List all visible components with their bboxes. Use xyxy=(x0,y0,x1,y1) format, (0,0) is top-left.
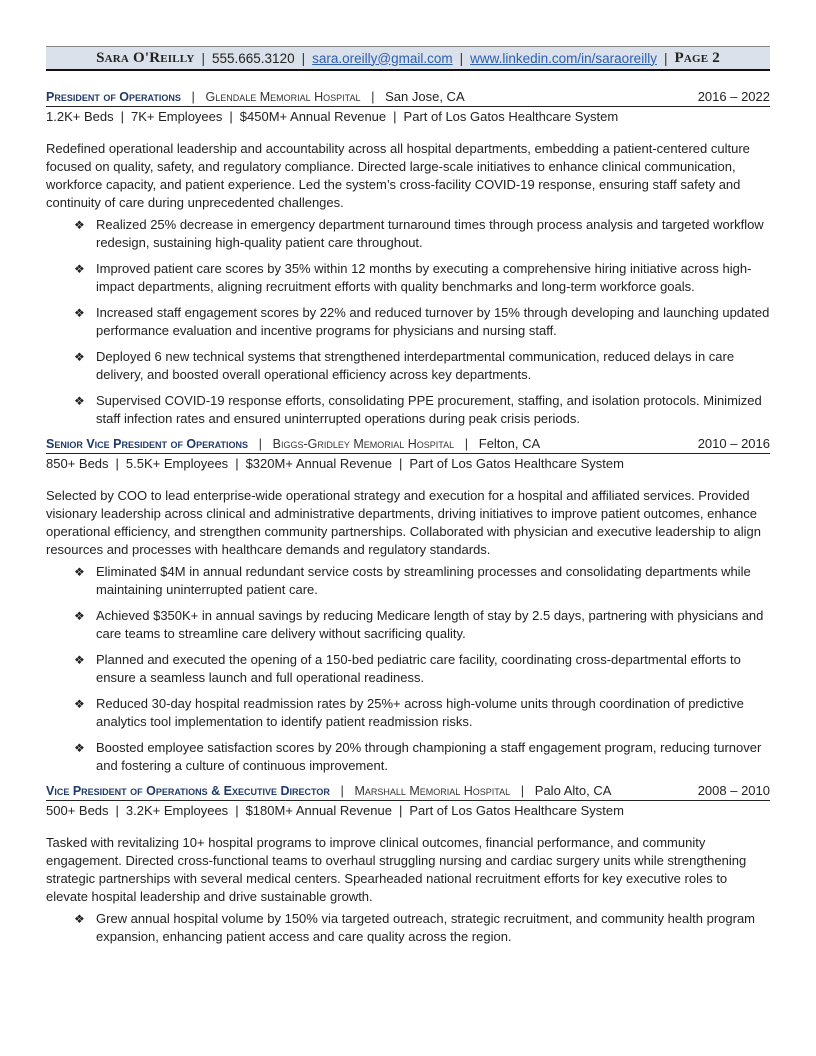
diamond-bullet-icon: ❖ xyxy=(74,350,85,364)
stat-revenue: $450M+ Annual Revenue xyxy=(239,109,387,124)
separator: | xyxy=(191,89,195,104)
diamond-bullet-icon: ❖ xyxy=(74,218,85,232)
separator: | xyxy=(371,89,375,104)
separator: | xyxy=(229,109,233,124)
job-title-row xyxy=(46,783,770,801)
job-dates: 2016 – 2022 xyxy=(697,89,770,104)
achievement-item xyxy=(74,304,770,340)
diamond-bullet-icon: ❖ xyxy=(74,394,85,408)
job-summary: Selected by COO to lead enterprise-wide operational strategy and execution for a hospital and affiliated services. Provided visionary leadership across clinical and administrative departments, driving initiatives to improve patient outcomes, enhance operational efficiency, and strengthen community partnerships. Collaborated with physician and executive leadership to align resources and processes with healthcare demands and regulatory standards. xyxy=(46,488,761,557)
job-entry xyxy=(46,89,770,428)
stat-employees: 7K+ Employees xyxy=(130,109,223,124)
separator: | xyxy=(235,456,239,471)
achievement-item xyxy=(74,563,770,599)
achievement-item xyxy=(74,739,770,775)
contact-header xyxy=(46,46,770,71)
job-role: Senior Vice President of Operations xyxy=(46,437,248,451)
diamond-bullet-icon: ❖ xyxy=(74,609,85,623)
job-entry xyxy=(46,436,770,775)
job-summary: Redefined operational leadership and accountability across all hospital departments, embedding a patient-centered culture focused on quality, safety, and regulatory compliance. Directed large-scale initiatives to enhance clinical communication, workforce capacity, and patient experience. Led the system’s cross-facility COVID-19 response, ensuring staff safety and continuity of care during unprecedented challenges. xyxy=(46,141,750,210)
job-stats xyxy=(46,801,770,818)
achievement-item xyxy=(74,260,770,296)
job-organization: Biggs-Gridley Memorial Hospital xyxy=(272,437,455,451)
achievement-text: Boosted employee satisfaction scores by 20% through championing a staff engagement program, reducing turnover and fostering a culture of continuous improvement. xyxy=(96,740,762,773)
job-stats xyxy=(46,454,770,471)
job-dates: 2008 – 2010 xyxy=(697,783,770,798)
achievement-list xyxy=(46,910,770,946)
separator: | xyxy=(235,803,239,818)
diamond-bullet-icon: ❖ xyxy=(74,306,85,320)
diamond-bullet-icon: ❖ xyxy=(74,565,85,579)
stat-revenue: $180M+ Annual Revenue xyxy=(245,803,392,818)
achievement-list xyxy=(46,563,770,775)
achievement-text: Realized 25% decrease in emergency department turnaround times through process analysis and targeted workflow redesign, sustaining high-quality patient care throughout. xyxy=(96,217,764,250)
resume-page xyxy=(46,46,770,954)
email-link[interactable]: sara.oreilly@gmail.com xyxy=(312,50,453,66)
phone-number: 555.665.3120 xyxy=(212,50,295,66)
job-dates: 2010 – 2016 xyxy=(697,436,770,451)
job-role: Vice President of Operations & Executive Director xyxy=(46,784,330,798)
job-location: Palo Alto, CA xyxy=(534,783,612,798)
achievement-item xyxy=(74,695,770,731)
job-location: Felton, CA xyxy=(478,436,541,451)
stat-beds: 500+ Beds xyxy=(46,803,109,818)
diamond-bullet-icon: ❖ xyxy=(74,741,85,755)
job-summary: Tasked with revitalizing 10+ hospital programs to improve clinical outcomes, financial performance, and community engagement. Directed cross-functional teams to overhaul struggling nursing and cardiac surgery units while strengthening strategic partnerships with several medical centers. Spearheaded national recruitment efforts for key executive roles to elevate hospital leadership and drive sustainable growth. xyxy=(46,835,747,904)
separator: | xyxy=(340,783,344,798)
achievement-text: Achieved $350K+ in annual savings by reducing Medicare length of stay by 2.5 days, partnering with physicians and care teams to streamline care delivery without sacrificing quality. xyxy=(96,608,764,641)
job-location: San Jose, CA xyxy=(385,89,465,104)
achievement-text: Planned and executed the opening of a 150-bed pediatric care facility, coordinating cross-departmental efforts to ensure a seamless launch and full operational readiness. xyxy=(96,652,741,685)
diamond-bullet-icon: ❖ xyxy=(74,912,85,926)
achievement-item xyxy=(74,348,770,384)
job-stats xyxy=(46,107,770,124)
linkedin-link[interactable]: www.linkedin.com/in/saraoreilly xyxy=(470,50,657,66)
achievement-text: Supervised COVID-19 response efforts, consolidating PPE procurement, staffing, and isolation protocols. Minimized staff infection rates and ensured uninterrupted operations during peak crisis periods. xyxy=(96,393,762,426)
stat-employees: 5.5K+ Employees xyxy=(125,456,229,471)
stat-system: Part of Los Gatos Healthcare System xyxy=(409,803,624,818)
separator: | xyxy=(115,456,119,471)
achievement-text: Reduced 30-day hospital readmission rates by 25%+ across high-volume units through coordination of predictive analytics tool implementation to identify patient readmission risks. xyxy=(96,696,744,729)
job-title-row xyxy=(46,436,770,454)
achievement-item xyxy=(74,392,770,428)
achievement-text: Deployed 6 new technical systems that strengthened interdepartmental communication, reduced delays in care delivery, and boosted overall operational efficiency across key departments. xyxy=(96,349,735,382)
separator: | xyxy=(258,436,262,451)
achievement-list xyxy=(46,216,770,428)
stat-system: Part of Los Gatos Healthcare System xyxy=(409,456,624,471)
separator: | xyxy=(120,109,124,124)
separator: | xyxy=(201,50,205,66)
separator: | xyxy=(663,50,668,66)
achievement-item xyxy=(74,607,770,643)
separator: | xyxy=(301,50,306,66)
diamond-bullet-icon: ❖ xyxy=(74,653,85,667)
achievement-text: Increased staff engagement scores by 22% and reduced turnover by 15% through developing and launching updated performance evaluation and incentive programs for physicians and nursing staff. xyxy=(96,305,770,338)
stat-system: Part of Los Gatos Healthcare System xyxy=(403,109,619,124)
stat-employees: 3.2K+ Employees xyxy=(125,803,229,818)
separator: | xyxy=(393,109,397,124)
achievement-text: Improved patient care scores by 35% within 12 months by executing a comprehensive hiring initiative across high-impact departments, aligning recruitment efforts with quality benchmarks and long-term workforce goals. xyxy=(96,261,752,294)
stat-revenue: $320M+ Annual Revenue xyxy=(245,456,392,471)
separator: | xyxy=(398,456,403,471)
achievement-item xyxy=(74,216,770,252)
separator: | xyxy=(115,803,119,818)
separator: | xyxy=(464,436,469,451)
job-role: President of Operations xyxy=(46,90,181,104)
separator: | xyxy=(520,783,525,798)
job-organization: Glendale Memorial Hospital xyxy=(205,90,361,104)
diamond-bullet-icon: ❖ xyxy=(74,262,85,276)
job-entry xyxy=(46,783,770,946)
separator: | xyxy=(398,803,403,818)
achievement-item xyxy=(74,651,770,687)
candidate-name: Sara O'Reilly xyxy=(96,49,195,66)
job-organization: Marshall Memorial Hospital xyxy=(354,784,511,798)
stat-beds: 850+ Beds xyxy=(46,456,109,471)
separator: | xyxy=(459,50,464,66)
diamond-bullet-icon: ❖ xyxy=(74,697,85,711)
job-title-row xyxy=(46,89,770,107)
achievement-text: Eliminated $4M in annual redundant service costs by streamlining processes and consolidating departments while maintaining uninterrupted patient care. xyxy=(96,564,751,597)
achievement-item xyxy=(74,910,770,946)
page-number: Page 2 xyxy=(674,49,720,66)
stat-beds: 1.2K+ Beds xyxy=(46,109,114,124)
achievement-text: Grew annual hospital volume by 150% via targeted outreach, strategic recruitment, and community health program expansion, enhancing patient access and care quality across the region. xyxy=(96,911,756,944)
